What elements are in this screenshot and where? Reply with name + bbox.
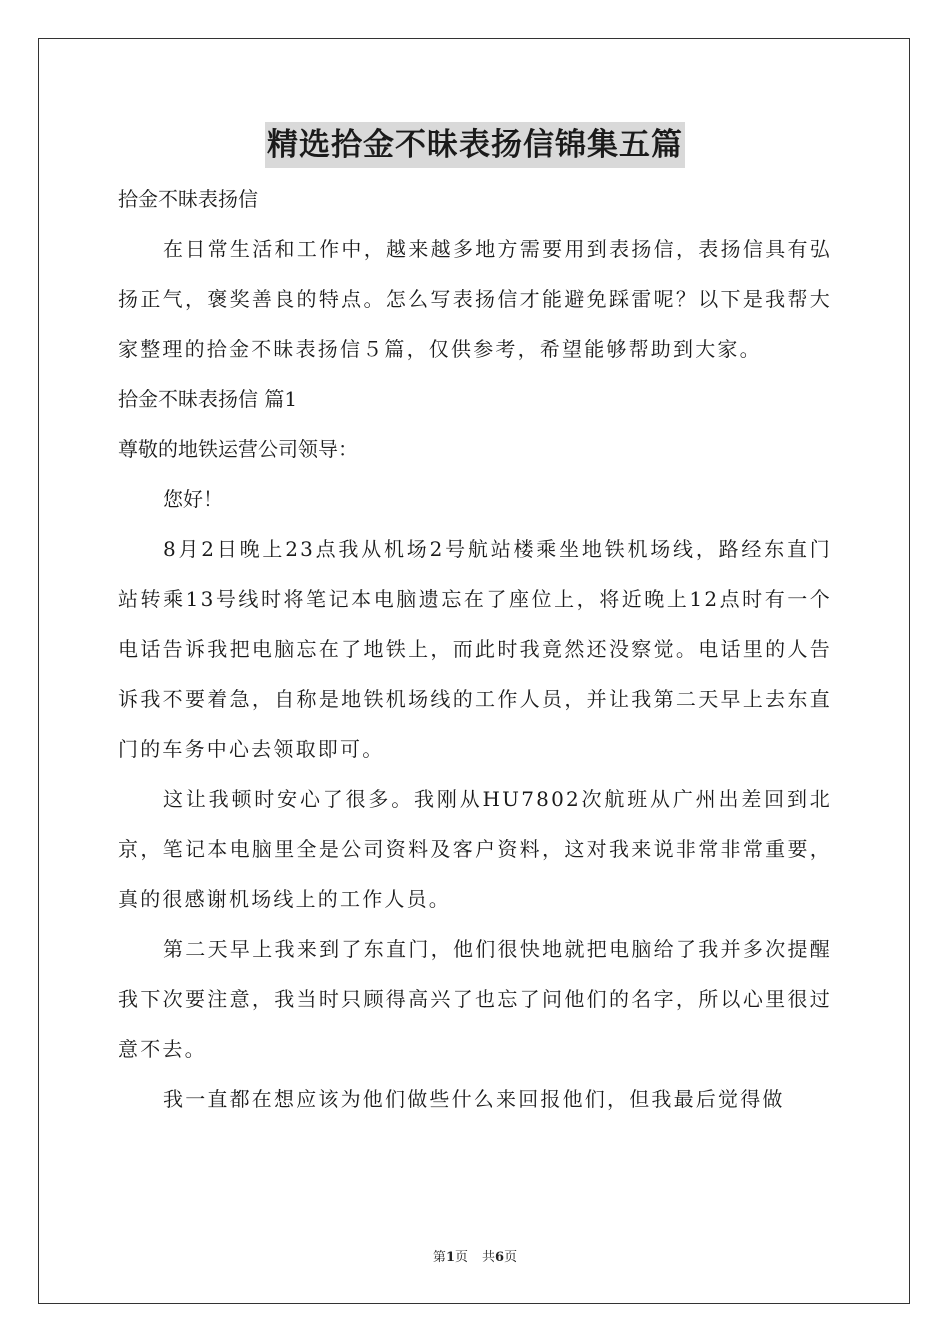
total-suffix: 页 xyxy=(504,1250,518,1265)
page-suffix: 页 xyxy=(454,1250,468,1265)
page-number: 1 xyxy=(445,1250,455,1265)
document-title: 精选拾金不昧表扬信锦集五篇 xyxy=(265,122,685,168)
document-subtitle: 拾金不昧表扬信 xyxy=(118,187,258,211)
page-footer xyxy=(0,1246,950,1265)
letter-salutation: 尊敬的地铁运营公司领导： xyxy=(118,437,358,461)
document-body xyxy=(118,174,832,1124)
body-paragraph: 这让我顿时安心了很多。我刚从HU7802次航班从广州出差回到北京，笔记本电脑里全是公司资料及客户资料，这对我来说非常非常重要，真的很感谢机场线上的工作人员。 xyxy=(118,787,832,911)
body-paragraph: 我一直都在想应该为他们做些什么来回报他们，但我最后觉得做 xyxy=(163,1087,785,1111)
total-prefix: 共 xyxy=(482,1250,496,1265)
body-paragraph: 8月2日晚上23点我从机场2号航站楼乘坐地铁机场线，路经东直门站转乘13号线时将笔记本电脑遗忘在了座位上，将近晚上12点时有一个电话告诉我把电脑忘在了地铁上，而此时我竟然还没察觉。电话里的人告诉我不要着急，自称是地铁机场线的工作人员，并让我第二天早上去东直门的车务中心去领取即可。 xyxy=(118,537,832,761)
intro-paragraph: 在日常生活和工作中，越来越多地方需要用到表扬信，表扬信具有弘扬正气，褒奖善良的特点。怎么写表扬信才能避免踩雷呢？以下是我帮大家整理的拾金不昧表扬信５篇，仅供参考，希望能够帮助到大家。 xyxy=(118,237,832,361)
title-container xyxy=(0,122,950,168)
page-prefix: 第 xyxy=(432,1250,446,1265)
body-paragraph: 第二天早上我来到了东直门，他们很快地就把电脑给了我并多次提醒我下次要注意，我当时只顾得高兴了也忘了问他们的名字，所以心里很过意不去。 xyxy=(118,937,832,1061)
total-pages: 6 xyxy=(495,1250,505,1265)
letter-greeting: 您好！ xyxy=(163,487,223,511)
section-heading: 拾金不昧表扬信 篇1 xyxy=(118,387,298,411)
